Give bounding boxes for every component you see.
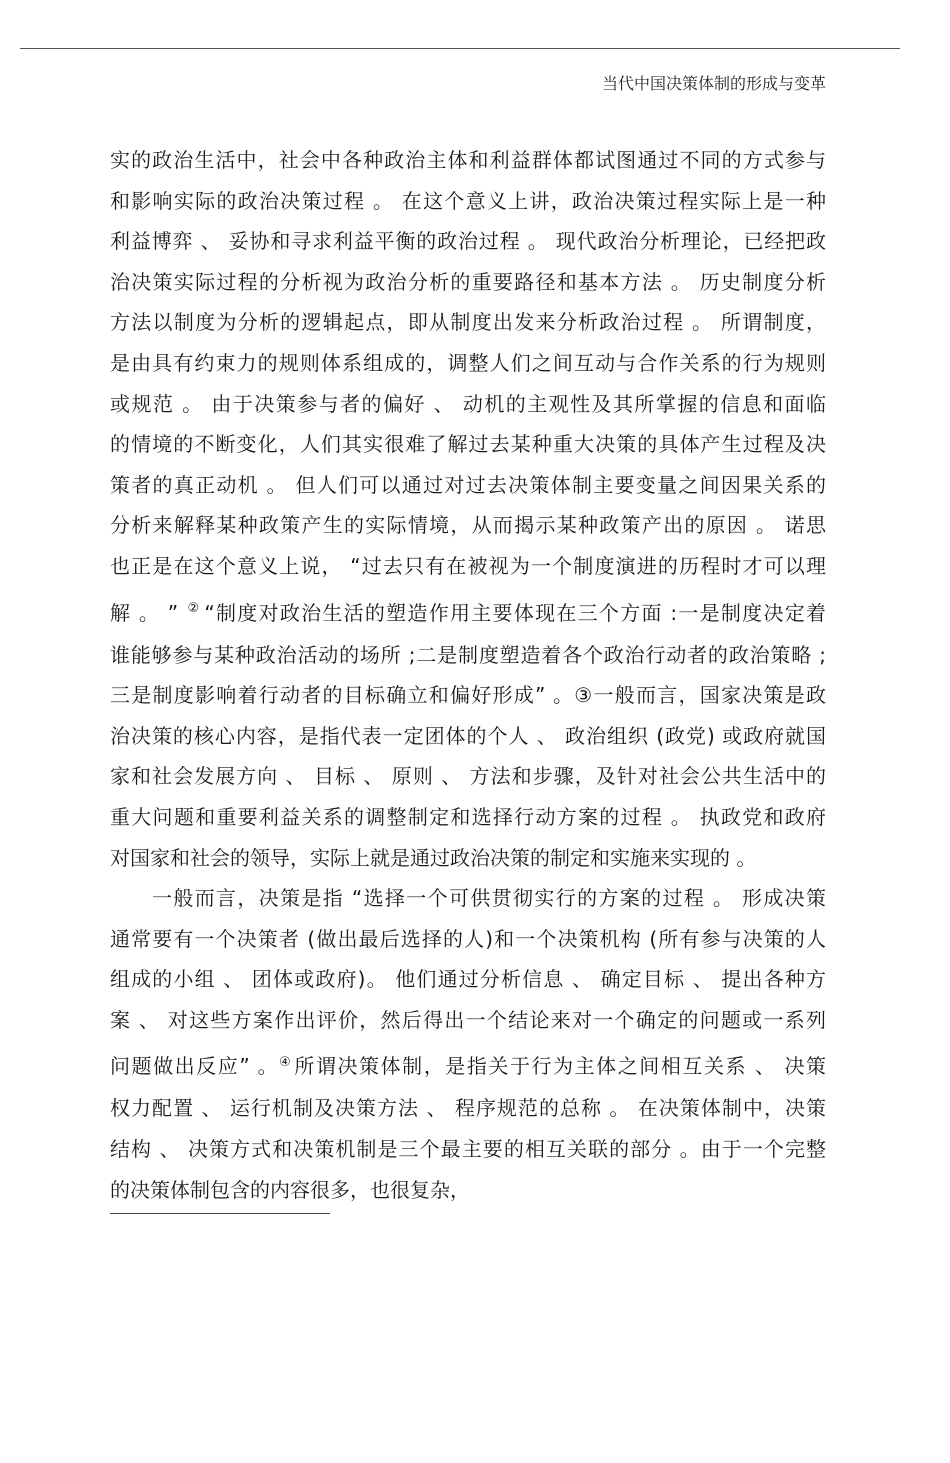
body-line: 组成的小组 、 团体或政府)。 他们通过分析信息 、 确定目标 、 提出各种方 [110, 967, 826, 992]
body-line: 治决策实际过程的分析视为政治分析的重要路径和基本方法 。 历史制度分析 [110, 269, 826, 294]
body-line: 实的政治生活中，社会中各种政治主体和利益群体都试图通过不同的方式参与 [110, 148, 826, 172]
line-text: 解 。 ” [110, 600, 179, 625]
body-line: 分析来解释某种政策产生的实际情境，从而揭示某种政策产出的原因 。 诺思 [110, 513, 826, 538]
header-rule [20, 48, 900, 49]
body-line: 结构 、 决策方式和决策机制是三个最主要的相互关联的部分 。由于一个完整 [110, 1137, 826, 1162]
body-line: 家和社会发展方向 、 目标 、 原则 、 方法和步骤，及针对社会公共生活中的 [110, 764, 826, 789]
body-line: 重大问题和重要利益关系的调整制定和选择行动方案的过程 。 执政党和政府 [110, 804, 826, 829]
body-line: 是由具有约束力的规则体系组成的，调整人们之间互动与合作关系的行为规则 [110, 350, 826, 375]
body-text [110, 140, 826, 1210]
body-line: 谁能够参与某种政治活动的场所 ;二是制度塑造着各个政治行动者的政治策略 ; [110, 642, 826, 667]
body-line: 通常要有一个决策者 (做出最后选择的人)和一个决策机构 (所有参与决策的人 [110, 926, 826, 951]
footnote-rule [110, 1213, 330, 1214]
body-line-with-footnote [110, 1040, 826, 1088]
body-line: 利益博弈 、 妥协和寻求利益平衡的政治过程 。 现代政治分析理论，已经把政 [110, 229, 826, 254]
body-line: 也正是在这个意义上说， “过去只有在被视为一个制度演进的历程时才可以理 [110, 553, 826, 578]
line-text: “制度对政治生活的塑造作用主要体现在三个方面 :一是制度决定着 [204, 600, 826, 625]
line-text: 问题做出反应” 。 [110, 1054, 280, 1079]
body-line: 方法以制度为分析的逻辑起点，即从制度出发来分析政治过程 。 所谓制度， [110, 310, 826, 335]
body-line: 的情境的不断变化，人们其实很难了解过去某种重大决策的具体产生过程及决 [110, 432, 826, 457]
body-line-with-footnote [110, 587, 826, 635]
body-line: 权力配置 、 运行机制及决策方法 、 程序规范的总称 。 在决策体制中，决策 [110, 1096, 826, 1121]
footnote-marker: ② [186, 600, 201, 616]
body-line: 治决策的核心内容，是指代表一定团体的个人 、 政治组织 (政党) 或政府就国 [110, 723, 826, 748]
footnote-marker: ④ [279, 1054, 293, 1070]
paragraph-last-line: 对国家和社会的领导，实际上就是通过政治决策的制定和实施来实现的 。 [110, 845, 757, 870]
running-header: 当代中国决策体制的形成与变革 [601, 74, 826, 93]
body-line: 策者的真正动机 。 但人们可以通过对过去决策体制主要变量之间因果关系的 [110, 472, 826, 497]
body-line: 或规范 。 由于决策参与者的偏好 、 动机的主观性及其所掌握的信息和面临 [110, 391, 826, 416]
paragraph-last-line: 的决策体制包含的内容很多，也很复杂， [110, 1177, 470, 1202]
line-text: 所谓决策体制，是指关于行为主体之间相互关系 、 决策 [294, 1054, 827, 1079]
body-line: 三是制度影响着行动者的目标确立和偏好形成” 。③一般而言，国家决策是政 [110, 683, 826, 708]
body-line: 和影响实际的政治决策过程 。 在这个意义上讲，政治决策过程实际上是一种 [110, 188, 826, 213]
paragraph-first-line: 一般而言，决策是指 “选择一个可供贯彻实行的方案的过程 。 形成决策 [152, 886, 826, 911]
body-line: 案 、 对这些方案作出评价，然后得出一个结论来对一个确定的问题或一系列 [110, 1007, 826, 1032]
